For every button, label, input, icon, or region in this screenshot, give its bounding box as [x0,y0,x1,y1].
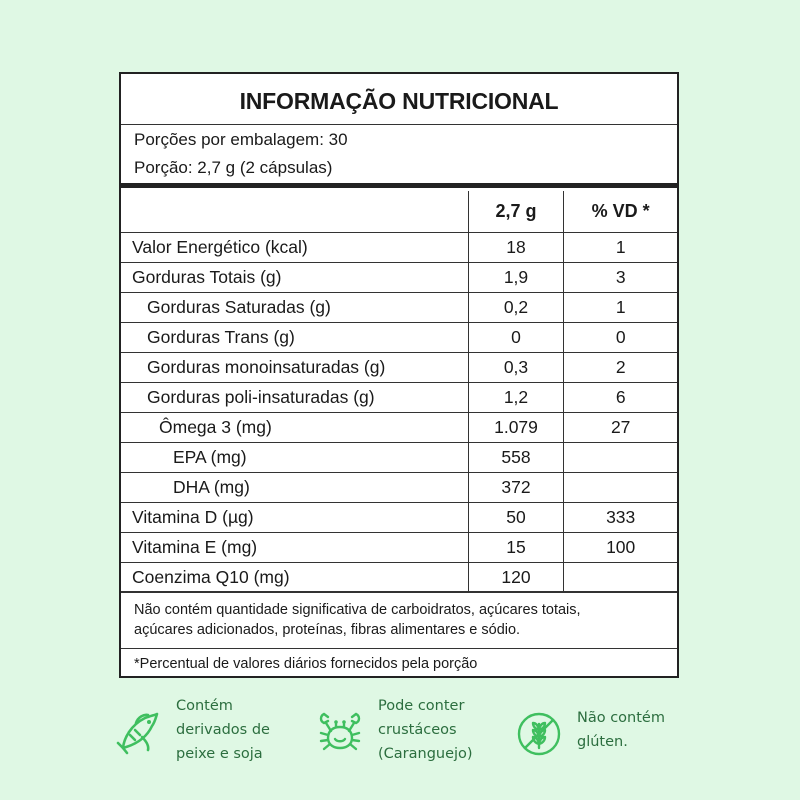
serving-size: Porção: 2,7 g (2 cápsulas) [134,158,333,177]
table-row [121,533,677,563]
disclaimer-note [134,600,581,640]
row-value: 0,2 [468,293,564,323]
table-row [121,293,677,323]
allergen-gluten [515,706,665,758]
allergen-fish-text [176,694,270,766]
footnote: *Percentual de valores diários fornecidos pela porção [134,656,478,672]
allergen-text-line: Não contém [577,710,665,726]
header-amount: 2,7 g [468,191,564,233]
thick-divider [121,183,677,188]
nutrition-facts-panel [119,72,679,678]
row-vd: 27 [564,413,677,443]
allergen-fish [114,694,270,766]
table-row [121,473,677,503]
gluten-free-icon [515,710,563,758]
row-name: Gorduras Saturadas (g) [121,293,468,323]
allergen-crab-text [378,694,473,766]
row-name: Gorduras Totais (g) [121,263,468,293]
row-value: 558 [468,443,564,473]
table-row [121,233,677,263]
row-vd: 333 [564,503,677,533]
row-name: Valor Energético (kcal) [121,233,468,263]
row-value: 18 [468,233,564,263]
allergen-text-line: glúten. [577,734,628,750]
row-vd: 2 [564,353,677,383]
row-value: 1,9 [468,263,564,293]
row-value: 15 [468,533,564,563]
servings-per-package: Porções por embalagem: 30 [134,130,348,149]
row-name: Gorduras Trans (g) [121,323,468,353]
table-row [121,323,677,353]
allergen-text-line: Pode conter [378,698,465,714]
crab-icon [316,708,364,756]
row-name: Vitamina E (mg) [121,533,468,563]
label-title: INFORMAÇÃO NUTRICIONAL [239,88,559,114]
table-row [121,353,677,383]
row-vd [564,473,677,503]
row-name: DHA (mg) [121,473,468,503]
row-vd: 0 [564,323,677,353]
row-name: Gorduras monoinsaturadas (g) [121,353,468,383]
nutrition-table [121,191,677,593]
divider [121,124,677,125]
divider [121,591,677,592]
row-vd: 1 [564,293,677,323]
row-value: 1,2 [468,383,564,413]
table-row [121,563,677,593]
allergen-text-line: Contém [176,698,233,714]
table-header-row [121,191,677,233]
row-name: Gorduras poli-insaturadas (g) [121,383,468,413]
table-row [121,413,677,443]
allergen-text-line: (Caranguejo) [378,746,473,762]
row-name: EPA (mg) [121,443,468,473]
table-row [121,503,677,533]
header-blank-cell [121,191,468,233]
row-vd: 100 [564,533,677,563]
fish-icon [114,708,162,756]
header-vd: % VD * [564,191,677,233]
row-value: 50 [468,503,564,533]
row-value: 120 [468,563,564,593]
allergen-text-line: derivados de [176,722,270,738]
row-value: 1.079 [468,413,564,443]
row-name: Coenzima Q10 (mg) [121,563,468,593]
divider [121,648,677,649]
row-value: 0,3 [468,353,564,383]
table-row [121,263,677,293]
row-vd: 3 [564,263,677,293]
row-value: 0 [468,323,564,353]
disclaimer-line: açúcares adicionados, proteínas, fibras alimentares e sódio. [134,622,521,638]
row-vd: 6 [564,383,677,413]
allergen-info [0,690,800,790]
allergen-text-line: peixe e soja [176,746,263,762]
row-vd: 1 [564,233,677,263]
disclaimer-line: Não contém quantidade significativa de carboidratos, açúcares totais, [134,602,581,618]
allergen-gluten-text [577,706,665,754]
allergen-text-line: crustáceos [378,722,457,738]
row-name: Vitamina D (µg) [121,503,468,533]
row-value: 372 [468,473,564,503]
table-row [121,383,677,413]
table-row [121,443,677,473]
row-vd [564,563,677,593]
allergen-crab [316,694,473,766]
row-vd [564,443,677,473]
row-name: Ômega 3 (mg) [121,413,468,443]
